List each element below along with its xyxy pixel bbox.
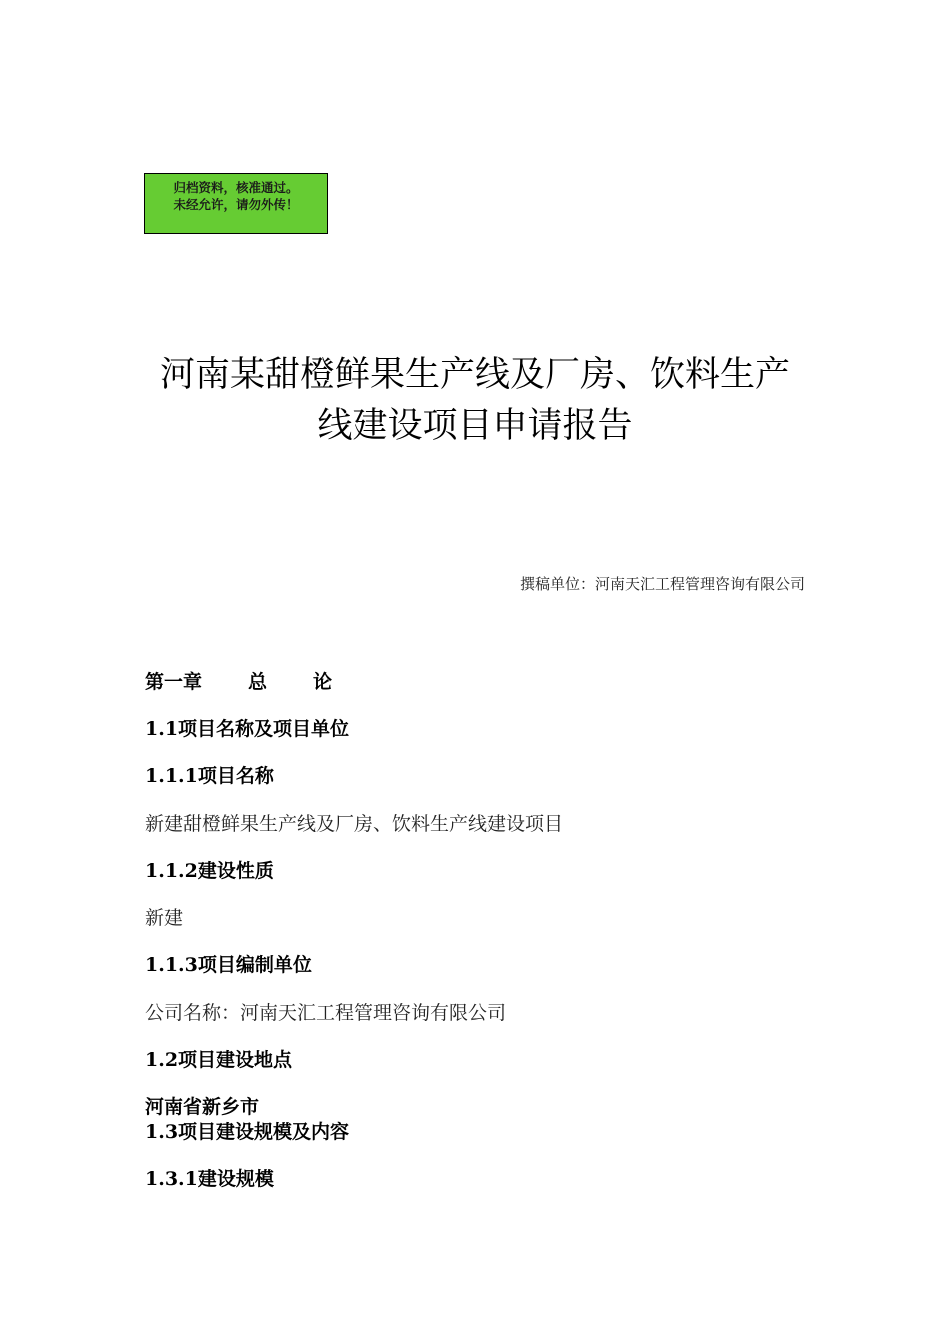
construction-nature-text: 新建 <box>145 907 184 929</box>
chapter-word-2: 论 <box>313 671 333 693</box>
section-heading-1-3: 1.3项目建设规模及内容 <box>145 1121 350 1143</box>
section-heading-1-3-1: 1.3.1建设规模 <box>145 1168 274 1190</box>
project-name-text: 新建甜橙鲜果生产线及厂房、饮料生产线建设项目 <box>145 813 564 835</box>
chapter-word-1: 总 <box>248 671 268 693</box>
project-location-text: 河南省新乡市 <box>145 1096 260 1118</box>
chapter-heading <box>145 669 332 695</box>
section-heading-1-1-2: 1.1.2建设性质 <box>145 860 274 882</box>
author-unit: 撰稿单位：河南天汇工程管理咨询有限公司 <box>519 575 805 593</box>
section-heading-1-2: 1.2项目建设地点 <box>145 1049 293 1071</box>
document-title-line-1: 河南某甜橙鲜果生产线及厂房、饮料生产 <box>159 355 790 395</box>
section-heading-1-1-3: 1.1.3项目编制单位 <box>145 954 312 976</box>
compiler-company-text: 公司名称：河南天汇工程管理咨询有限公司 <box>145 1002 507 1024</box>
section-heading-1-1: 1.1项目名称及项目单位 <box>145 718 350 740</box>
archive-stamp <box>144 173 328 234</box>
stamp-line-2: 未经允许，请勿外传！ <box>173 197 299 212</box>
section-heading-1-1-1: 1.1.1项目名称 <box>145 765 274 787</box>
document-title-line-2: 线建设项目申请报告 <box>317 406 633 446</box>
stamp-line-1: 归档资料，核准通过。 <box>173 180 299 195</box>
chapter-prefix: 第一章 <box>145 671 203 693</box>
